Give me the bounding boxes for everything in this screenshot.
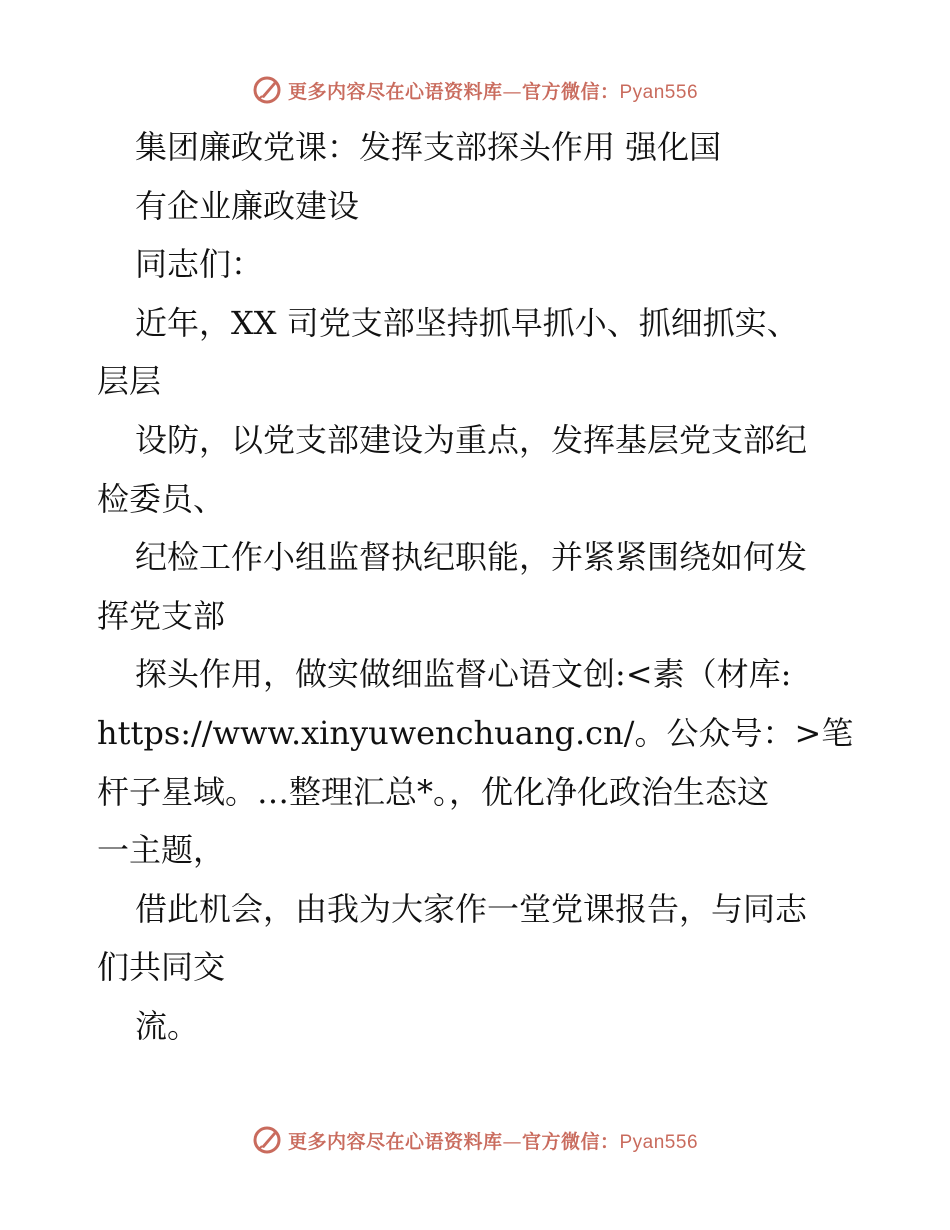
text-line: 杆子星域。…整理汇总*。，优化净化政治生态这 (97, 772, 770, 811)
text-line: 检委员、 (97, 479, 226, 518)
text-line: 同志们： (135, 245, 264, 284)
text-line: 流。 (135, 1006, 200, 1045)
quill-logo-icon (252, 75, 282, 105)
text-line: 探头作用，做实做细监督心语文创:<素（材库: (135, 655, 792, 694)
text-line: 集团廉政党课：发挥支部探头作用 强化国 (135, 128, 722, 166)
text-line: 有企业廉政建设 (135, 186, 360, 225)
text-line: 纪检工作小组监督执纪职能，并紧紧围绕如何发 (135, 538, 808, 577)
header-watermark (0, 70, 950, 110)
text-line: 一主题， (97, 831, 226, 870)
text-line: 设防，以党支部建设为重点，发挥基层党支部纪 (135, 420, 808, 459)
text-line: 层层 (97, 362, 162, 401)
document-body (97, 118, 857, 1056)
watermark-text: 更多内容尽在心语资料库—官方微信：Pyan556 (287, 1130, 699, 1153)
text-line: 们共同交 (97, 948, 226, 987)
text-line: https://www.xinyuwenchuang.cn/。公众号：>笔 (97, 713, 854, 752)
footer-watermark (0, 1120, 950, 1160)
quill-logo-icon (252, 1125, 282, 1155)
watermark-text: 更多内容尽在心语资料库—官方微信：Pyan556 (287, 80, 699, 103)
text-line: 挥党支部 (97, 596, 226, 635)
text-line: 近年，XX 司党支部坚持抓早抓小、抓细抓实、 (135, 303, 799, 342)
text-line: 借此机会，由我为大家作一堂党课报告，与同志 (135, 889, 808, 928)
